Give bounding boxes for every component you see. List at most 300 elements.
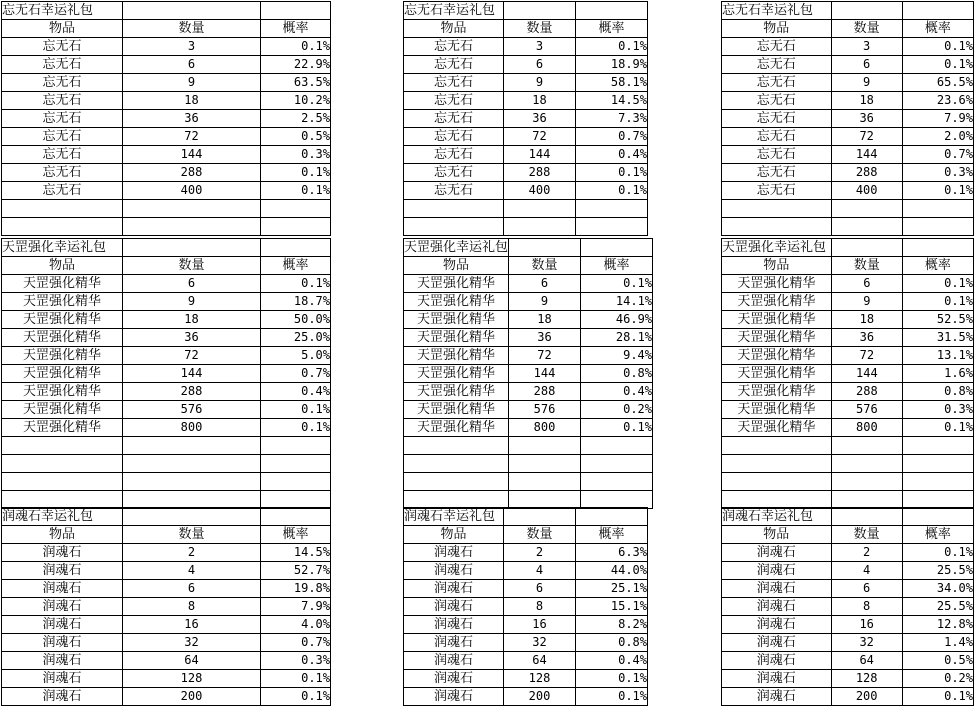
item-name-cell[interactable]: 忘无石 xyxy=(404,92,504,110)
item-name-cell[interactable]: 天罡强化精华 xyxy=(404,365,509,383)
item-name-cell[interactable]: 润魂石 xyxy=(404,562,504,580)
empty-cell[interactable] xyxy=(902,437,973,455)
probability-cell[interactable]: 7.3% xyxy=(576,110,648,128)
item-name-cell[interactable]: 润魂石 xyxy=(2,544,123,562)
probability-cell[interactable]: 23.6% xyxy=(902,92,973,110)
quantity-cell[interactable]: 4 xyxy=(123,562,261,580)
probability-cell[interactable]: 0.1% xyxy=(261,688,331,706)
quantity-cell[interactable]: 18 xyxy=(123,92,261,110)
quantity-cell[interactable]: 200 xyxy=(831,688,902,706)
quantity-cell[interactable]: 6 xyxy=(831,56,902,74)
quantity-cell[interactable]: 6 xyxy=(831,275,902,293)
empty-cell[interactable] xyxy=(261,218,331,236)
item-name-cell[interactable]: 润魂石 xyxy=(722,670,832,688)
quantity-cell[interactable]: 18 xyxy=(504,92,576,110)
pack-title-cell[interactable]: 润魂石幸运礼包 xyxy=(404,508,504,526)
quantity-cell[interactable]: 18 xyxy=(831,311,902,329)
item-name-cell[interactable]: 润魂石 xyxy=(404,688,504,706)
quantity-cell[interactable]: 3 xyxy=(504,38,576,56)
item-name-cell[interactable]: 天罡强化精华 xyxy=(2,419,123,437)
quantity-cell[interactable]: 16 xyxy=(123,616,261,634)
probability-cell[interactable]: 0.1% xyxy=(261,670,331,688)
empty-cell[interactable] xyxy=(509,455,581,473)
quantity-cell[interactable]: 576 xyxy=(831,401,902,419)
empty-cell[interactable] xyxy=(902,200,973,218)
quantity-cell[interactable]: 16 xyxy=(831,616,902,634)
probability-cell[interactable]: 0.3% xyxy=(261,146,331,164)
quantity-cell[interactable]: 8 xyxy=(831,598,902,616)
probability-cell[interactable]: 58.1% xyxy=(576,74,648,92)
probability-cell[interactable]: 8.2% xyxy=(576,616,648,634)
probability-cell[interactable]: 0.8% xyxy=(581,365,653,383)
pack-title-cell[interactable]: 天罡强化幸运礼包 xyxy=(722,239,832,257)
probability-cell[interactable]: 2.0% xyxy=(902,128,973,146)
header-qty-cell[interactable]: 数量 xyxy=(831,526,902,544)
empty-cell[interactable] xyxy=(902,491,973,509)
header-prob-cell[interactable]: 概率 xyxy=(576,526,648,544)
empty-cell[interactable] xyxy=(902,473,973,491)
item-name-cell[interactable]: 天罡强化精华 xyxy=(722,419,832,437)
quantity-cell[interactable]: 36 xyxy=(123,110,261,128)
probability-cell[interactable]: 19.8% xyxy=(261,580,331,598)
empty-cell[interactable] xyxy=(404,218,504,236)
header-qty-cell[interactable]: 数量 xyxy=(831,20,902,38)
probability-cell[interactable]: 0.8% xyxy=(902,383,973,401)
empty-cell[interactable] xyxy=(123,473,261,491)
quantity-cell[interactable]: 6 xyxy=(831,580,902,598)
item-name-cell[interactable]: 润魂石 xyxy=(722,634,832,652)
probability-cell[interactable]: 0.4% xyxy=(261,383,331,401)
header-qty-cell[interactable]: 数量 xyxy=(509,257,581,275)
header-item-cell[interactable]: 物品 xyxy=(404,20,504,38)
header-qty-cell[interactable]: 数量 xyxy=(123,526,261,544)
item-name-cell[interactable]: 润魂石 xyxy=(722,580,832,598)
quantity-cell[interactable]: 800 xyxy=(831,419,902,437)
header-qty-cell[interactable]: 数量 xyxy=(123,20,261,38)
empty-cell[interactable] xyxy=(722,455,832,473)
empty-cell[interactable] xyxy=(722,437,832,455)
probability-cell[interactable]: 34.0% xyxy=(902,580,973,598)
probability-cell[interactable]: 4.0% xyxy=(261,616,331,634)
probability-cell[interactable]: 18.7% xyxy=(261,293,331,311)
probability-cell[interactable]: 0.2% xyxy=(581,401,653,419)
item-name-cell[interactable]: 忘无石 xyxy=(404,110,504,128)
probability-cell[interactable]: 28.1% xyxy=(581,329,653,347)
quantity-cell[interactable]: 64 xyxy=(123,652,261,670)
quantity-cell[interactable]: 72 xyxy=(123,347,261,365)
probability-cell[interactable]: 0.1% xyxy=(902,293,973,311)
quantity-cell[interactable]: 144 xyxy=(831,365,902,383)
probability-cell[interactable]: 0.7% xyxy=(576,128,648,146)
item-name-cell[interactable]: 忘无石 xyxy=(722,38,832,56)
item-name-cell[interactable]: 天罡强化精华 xyxy=(404,347,509,365)
empty-cell[interactable] xyxy=(831,508,902,526)
empty-cell[interactable] xyxy=(576,508,648,526)
header-prob-cell[interactable]: 概率 xyxy=(902,257,973,275)
quantity-cell[interactable]: 72 xyxy=(831,347,902,365)
empty-cell[interactable] xyxy=(261,2,331,20)
quantity-cell[interactable]: 6 xyxy=(123,275,261,293)
item-name-cell[interactable]: 天罡强化精华 xyxy=(2,347,123,365)
item-name-cell[interactable]: 忘无石 xyxy=(722,92,832,110)
item-name-cell[interactable]: 忘无石 xyxy=(2,92,123,110)
probability-cell[interactable]: 0.5% xyxy=(902,652,973,670)
empty-cell[interactable] xyxy=(404,437,509,455)
quantity-cell[interactable]: 200 xyxy=(123,688,261,706)
quantity-cell[interactable]: 128 xyxy=(123,670,261,688)
header-prob-cell[interactable]: 概率 xyxy=(902,526,973,544)
item-name-cell[interactable]: 忘无石 xyxy=(2,74,123,92)
quantity-cell[interactable]: 3 xyxy=(123,38,261,56)
quantity-cell[interactable]: 2 xyxy=(123,544,261,562)
header-prob-cell[interactable]: 概率 xyxy=(261,20,331,38)
item-name-cell[interactable]: 润魂石 xyxy=(722,544,832,562)
item-name-cell[interactable]: 忘无石 xyxy=(404,164,504,182)
empty-cell[interactable] xyxy=(261,473,331,491)
header-item-cell[interactable]: 物品 xyxy=(722,526,832,544)
probability-cell[interactable]: 7.9% xyxy=(261,598,331,616)
quantity-cell[interactable]: 288 xyxy=(123,383,261,401)
item-name-cell[interactable]: 天罡强化精华 xyxy=(2,365,123,383)
probability-cell[interactable]: 52.5% xyxy=(902,311,973,329)
quantity-cell[interactable]: 288 xyxy=(509,383,581,401)
quantity-cell[interactable]: 9 xyxy=(123,74,261,92)
probability-cell[interactable]: 0.1% xyxy=(261,164,331,182)
item-name-cell[interactable]: 天罡强化精华 xyxy=(722,275,832,293)
item-name-cell[interactable]: 润魂石 xyxy=(2,652,123,670)
quantity-cell[interactable]: 72 xyxy=(123,128,261,146)
quantity-cell[interactable]: 200 xyxy=(504,688,576,706)
quantity-cell[interactable]: 9 xyxy=(509,293,581,311)
empty-cell[interactable] xyxy=(576,2,648,20)
item-name-cell[interactable]: 忘无石 xyxy=(722,146,832,164)
header-prob-cell[interactable]: 概率 xyxy=(581,257,653,275)
quantity-cell[interactable]: 18 xyxy=(831,92,902,110)
quantity-cell[interactable]: 6 xyxy=(504,56,576,74)
probability-cell[interactable]: 31.5% xyxy=(902,329,973,347)
header-prob-cell[interactable]: 概率 xyxy=(261,257,331,275)
empty-cell[interactable] xyxy=(722,491,832,509)
probability-cell[interactable]: 12.8% xyxy=(902,616,973,634)
probability-cell[interactable]: 2.5% xyxy=(261,110,331,128)
empty-cell[interactable] xyxy=(831,473,902,491)
empty-cell[interactable] xyxy=(581,437,653,455)
probability-cell[interactable]: 14.5% xyxy=(261,544,331,562)
empty-cell[interactable] xyxy=(261,200,331,218)
item-name-cell[interactable]: 忘无石 xyxy=(404,38,504,56)
item-name-cell[interactable]: 润魂石 xyxy=(404,598,504,616)
quantity-cell[interactable]: 36 xyxy=(509,329,581,347)
item-name-cell[interactable]: 天罡强化精华 xyxy=(404,275,509,293)
pack-title-cell[interactable]: 忘无石幸运礼包 xyxy=(2,2,123,20)
item-name-cell[interactable]: 润魂石 xyxy=(722,598,832,616)
item-name-cell[interactable]: 润魂石 xyxy=(722,652,832,670)
quantity-cell[interactable]: 288 xyxy=(831,164,902,182)
empty-cell[interactable] xyxy=(2,437,123,455)
empty-cell[interactable] xyxy=(261,508,331,526)
probability-cell[interactable]: 25.5% xyxy=(902,562,973,580)
probability-cell[interactable]: 44.0% xyxy=(576,562,648,580)
item-name-cell[interactable]: 润魂石 xyxy=(722,616,832,634)
empty-cell[interactable] xyxy=(576,200,648,218)
empty-cell[interactable] xyxy=(2,218,123,236)
item-name-cell[interactable]: 忘无石 xyxy=(2,38,123,56)
quantity-cell[interactable]: 6 xyxy=(123,580,261,598)
probability-cell[interactable]: 0.1% xyxy=(576,182,648,200)
quantity-cell[interactable]: 64 xyxy=(504,652,576,670)
quantity-cell[interactable]: 72 xyxy=(831,128,902,146)
header-item-cell[interactable]: 物品 xyxy=(404,257,509,275)
probability-cell[interactable]: 1.6% xyxy=(902,365,973,383)
item-name-cell[interactable]: 润魂石 xyxy=(404,616,504,634)
quantity-cell[interactable]: 2 xyxy=(504,544,576,562)
empty-cell[interactable] xyxy=(504,218,576,236)
probability-cell[interactable]: 52.7% xyxy=(261,562,331,580)
quantity-cell[interactable]: 32 xyxy=(123,634,261,652)
probability-cell[interactable]: 15.1% xyxy=(576,598,648,616)
empty-cell[interactable] xyxy=(831,239,902,257)
quantity-cell[interactable]: 800 xyxy=(123,419,261,437)
item-name-cell[interactable]: 忘无石 xyxy=(2,146,123,164)
quantity-cell[interactable]: 800 xyxy=(509,419,581,437)
quantity-cell[interactable]: 6 xyxy=(123,56,261,74)
probability-cell[interactable]: 7.9% xyxy=(902,110,973,128)
empty-cell[interactable] xyxy=(902,455,973,473)
item-name-cell[interactable]: 忘无石 xyxy=(722,56,832,74)
empty-cell[interactable] xyxy=(581,473,653,491)
empty-cell[interactable] xyxy=(2,473,123,491)
empty-cell[interactable] xyxy=(831,491,902,509)
empty-cell[interactable] xyxy=(581,491,653,509)
quantity-cell[interactable]: 144 xyxy=(509,365,581,383)
probability-cell[interactable]: 0.3% xyxy=(902,401,973,419)
item-name-cell[interactable]: 润魂石 xyxy=(722,562,832,580)
probability-cell[interactable]: 0.1% xyxy=(902,38,973,56)
quantity-cell[interactable]: 36 xyxy=(831,110,902,128)
header-item-cell[interactable]: 物品 xyxy=(404,526,504,544)
empty-cell[interactable] xyxy=(576,218,648,236)
probability-cell[interactable]: 18.9% xyxy=(576,56,648,74)
quantity-cell[interactable]: 4 xyxy=(504,562,576,580)
item-name-cell[interactable]: 润魂石 xyxy=(2,688,123,706)
quantity-cell[interactable]: 3 xyxy=(831,38,902,56)
item-name-cell[interactable]: 天罡强化精华 xyxy=(404,293,509,311)
quantity-cell[interactable]: 288 xyxy=(831,383,902,401)
probability-cell[interactable]: 1.4% xyxy=(902,634,973,652)
empty-cell[interactable] xyxy=(123,437,261,455)
item-name-cell[interactable]: 润魂石 xyxy=(2,634,123,652)
header-prob-cell[interactable]: 概率 xyxy=(902,20,973,38)
item-name-cell[interactable]: 忘无石 xyxy=(2,164,123,182)
empty-cell[interactable] xyxy=(261,239,331,257)
probability-cell[interactable]: 63.5% xyxy=(261,74,331,92)
empty-cell[interactable] xyxy=(509,473,581,491)
empty-cell[interactable] xyxy=(123,2,261,20)
quantity-cell[interactable]: 72 xyxy=(509,347,581,365)
quantity-cell[interactable]: 36 xyxy=(123,329,261,347)
item-name-cell[interactable]: 润魂石 xyxy=(2,580,123,598)
item-name-cell[interactable]: 忘无石 xyxy=(722,182,832,200)
probability-cell[interactable]: 0.1% xyxy=(902,182,973,200)
item-name-cell[interactable]: 润魂石 xyxy=(404,634,504,652)
empty-cell[interactable] xyxy=(831,218,902,236)
item-name-cell[interactable]: 忘无石 xyxy=(404,128,504,146)
empty-cell[interactable] xyxy=(722,218,832,236)
item-name-cell[interactable]: 天罡强化精华 xyxy=(2,329,123,347)
probability-cell[interactable]: 0.7% xyxy=(261,365,331,383)
empty-cell[interactable] xyxy=(2,455,123,473)
probability-cell[interactable]: 14.5% xyxy=(576,92,648,110)
item-name-cell[interactable]: 润魂石 xyxy=(722,688,832,706)
header-item-cell[interactable]: 物品 xyxy=(2,526,123,544)
probability-cell[interactable]: 0.1% xyxy=(576,670,648,688)
empty-cell[interactable] xyxy=(123,491,261,509)
item-name-cell[interactable]: 润魂石 xyxy=(404,670,504,688)
empty-cell[interactable] xyxy=(404,473,509,491)
header-item-cell[interactable]: 物品 xyxy=(722,257,832,275)
empty-cell[interactable] xyxy=(722,473,832,491)
empty-cell[interactable] xyxy=(404,491,509,509)
probability-cell[interactable]: 0.1% xyxy=(581,275,653,293)
quantity-cell[interactable]: 576 xyxy=(509,401,581,419)
probability-cell[interactable]: 0.1% xyxy=(261,419,331,437)
quantity-cell[interactable]: 64 xyxy=(831,652,902,670)
probability-cell[interactable]: 0.8% xyxy=(576,634,648,652)
probability-cell[interactable]: 9.4% xyxy=(581,347,653,365)
item-name-cell[interactable]: 润魂石 xyxy=(404,580,504,598)
item-name-cell[interactable]: 忘无石 xyxy=(722,128,832,146)
probability-cell[interactable]: 0.3% xyxy=(902,164,973,182)
probability-cell[interactable]: 0.1% xyxy=(261,182,331,200)
item-name-cell[interactable]: 天罡强化精华 xyxy=(404,311,509,329)
item-name-cell[interactable]: 润魂石 xyxy=(2,598,123,616)
item-name-cell[interactable]: 天罡强化精华 xyxy=(722,329,832,347)
item-name-cell[interactable]: 天罡强化精华 xyxy=(404,329,509,347)
empty-cell[interactable] xyxy=(123,200,261,218)
empty-cell[interactable] xyxy=(831,437,902,455)
empty-cell[interactable] xyxy=(509,491,581,509)
header-prob-cell[interactable]: 概率 xyxy=(261,526,331,544)
quantity-cell[interactable]: 9 xyxy=(831,293,902,311)
header-qty-cell[interactable]: 数量 xyxy=(831,257,902,275)
empty-cell[interactable] xyxy=(509,239,581,257)
probability-cell[interactable]: 10.2% xyxy=(261,92,331,110)
empty-cell[interactable] xyxy=(123,455,261,473)
probability-cell[interactable]: 25.1% xyxy=(576,580,648,598)
quantity-cell[interactable]: 4 xyxy=(831,562,902,580)
probability-cell[interactable]: 0.1% xyxy=(261,401,331,419)
header-item-cell[interactable]: 物品 xyxy=(2,20,123,38)
probability-cell[interactable]: 0.1% xyxy=(902,544,973,562)
quantity-cell[interactable]: 36 xyxy=(504,110,576,128)
empty-cell[interactable] xyxy=(2,491,123,509)
item-name-cell[interactable]: 忘无石 xyxy=(2,182,123,200)
quantity-cell[interactable]: 144 xyxy=(123,365,261,383)
empty-cell[interactable] xyxy=(504,200,576,218)
item-name-cell[interactable]: 天罡强化精华 xyxy=(404,383,509,401)
quantity-cell[interactable]: 288 xyxy=(123,164,261,182)
item-name-cell[interactable]: 忘无石 xyxy=(404,74,504,92)
item-name-cell[interactable]: 忘无石 xyxy=(404,146,504,164)
probability-cell[interactable]: 25.5% xyxy=(902,598,973,616)
probability-cell[interactable]: 0.4% xyxy=(576,146,648,164)
header-qty-cell[interactable]: 数量 xyxy=(504,20,576,38)
probability-cell[interactable]: 50.0% xyxy=(261,311,331,329)
item-name-cell[interactable]: 天罡强化精华 xyxy=(2,311,123,329)
quantity-cell[interactable]: 6 xyxy=(504,580,576,598)
empty-cell[interactable] xyxy=(261,455,331,473)
probability-cell[interactable]: 22.9% xyxy=(261,56,331,74)
quantity-cell[interactable]: 9 xyxy=(123,293,261,311)
header-item-cell[interactable]: 物品 xyxy=(2,257,123,275)
quantity-cell[interactable]: 288 xyxy=(504,164,576,182)
probability-cell[interactable]: 0.4% xyxy=(581,383,653,401)
item-name-cell[interactable]: 润魂石 xyxy=(2,616,123,634)
probability-cell[interactable]: 0.7% xyxy=(261,634,331,652)
item-name-cell[interactable]: 润魂石 xyxy=(2,670,123,688)
pack-title-cell[interactable]: 润魂石幸运礼包 xyxy=(722,508,832,526)
item-name-cell[interactable]: 天罡强化精华 xyxy=(722,401,832,419)
item-name-cell[interactable]: 忘无石 xyxy=(722,74,832,92)
item-name-cell[interactable]: 忘无石 xyxy=(2,56,123,74)
probability-cell[interactable]: 0.3% xyxy=(261,652,331,670)
quantity-cell[interactable]: 144 xyxy=(504,146,576,164)
probability-cell[interactable]: 13.1% xyxy=(902,347,973,365)
header-qty-cell[interactable]: 数量 xyxy=(504,526,576,544)
empty-cell[interactable] xyxy=(902,2,973,20)
quantity-cell[interactable]: 144 xyxy=(123,146,261,164)
empty-cell[interactable] xyxy=(722,200,832,218)
probability-cell[interactable]: 0.1% xyxy=(902,56,973,74)
quantity-cell[interactable]: 128 xyxy=(504,670,576,688)
probability-cell[interactable]: 0.1% xyxy=(576,38,648,56)
pack-title-cell[interactable]: 天罡强化幸运礼包 xyxy=(404,240,509,255)
empty-cell[interactable] xyxy=(581,455,653,473)
empty-cell[interactable] xyxy=(831,2,902,20)
probability-cell[interactable]: 6.3% xyxy=(576,544,648,562)
empty-cell[interactable] xyxy=(902,239,973,257)
quantity-cell[interactable]: 72 xyxy=(504,128,576,146)
item-name-cell[interactable]: 忘无石 xyxy=(404,56,504,74)
quantity-cell[interactable]: 32 xyxy=(504,634,576,652)
probability-cell[interactable]: 0.7% xyxy=(902,146,973,164)
quantity-cell[interactable]: 400 xyxy=(504,182,576,200)
quantity-cell[interactable]: 2 xyxy=(831,544,902,562)
quantity-cell[interactable]: 16 xyxy=(504,616,576,634)
probability-cell[interactable]: 0.1% xyxy=(902,688,973,706)
probability-cell[interactable]: 25.0% xyxy=(261,329,331,347)
empty-cell[interactable] xyxy=(2,200,123,218)
empty-cell[interactable] xyxy=(581,239,653,257)
probability-cell[interactable]: 0.2% xyxy=(902,670,973,688)
item-name-cell[interactable]: 天罡强化精华 xyxy=(722,311,832,329)
item-name-cell[interactable]: 润魂石 xyxy=(404,652,504,670)
item-name-cell[interactable]: 忘无石 xyxy=(722,164,832,182)
quantity-cell[interactable]: 144 xyxy=(831,146,902,164)
item-name-cell[interactable]: 天罡强化精华 xyxy=(2,401,123,419)
empty-cell[interactable] xyxy=(504,2,576,20)
probability-cell[interactable]: 0.1% xyxy=(581,419,653,437)
pack-title-cell[interactable]: 润魂石幸运礼包 xyxy=(2,508,123,526)
probability-cell[interactable]: 65.5% xyxy=(902,74,973,92)
header-item-cell[interactable]: 物品 xyxy=(722,20,832,38)
quantity-cell[interactable]: 400 xyxy=(831,182,902,200)
probability-cell[interactable]: 0.5% xyxy=(261,128,331,146)
empty-cell[interactable] xyxy=(902,508,973,526)
empty-cell[interactable] xyxy=(404,200,504,218)
item-name-cell[interactable]: 润魂石 xyxy=(404,544,504,562)
item-name-cell[interactable]: 天罡强化精华 xyxy=(722,365,832,383)
